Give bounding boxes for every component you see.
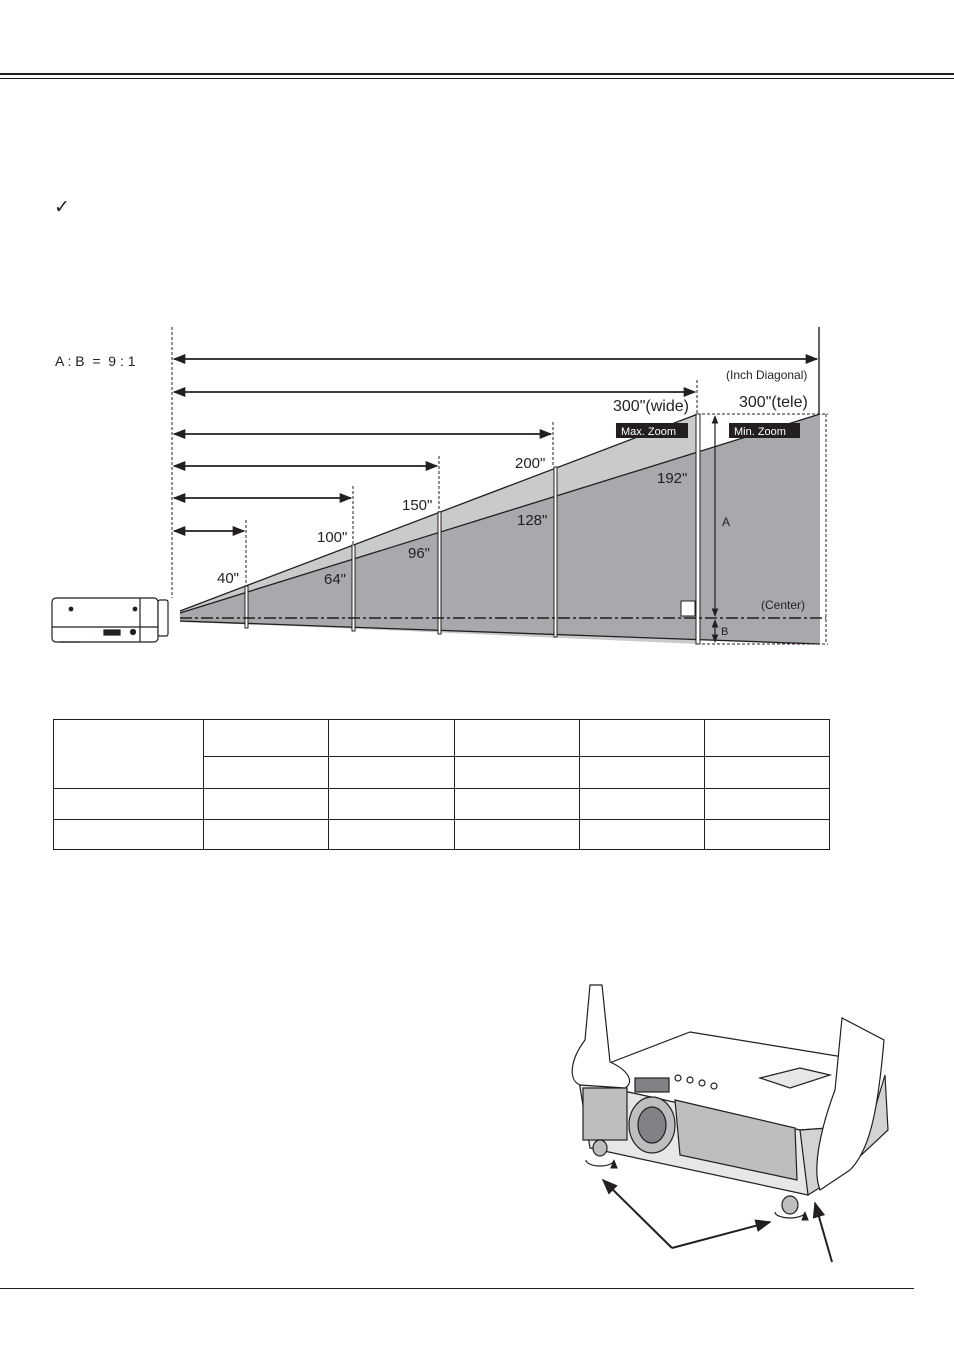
left-hand: [572, 985, 629, 1088]
table-cell: [580, 789, 705, 820]
table-cell: [705, 820, 830, 850]
table-cell: [329, 720, 455, 757]
table-cell: [455, 720, 580, 757]
callout-arrow-feet: [603, 1180, 672, 1248]
min-zoom-label: Min. Zoom: [734, 426, 786, 438]
projector-feet-illustration: [540, 975, 890, 1275]
wide-300-label: 300"(wide): [613, 398, 689, 415]
table-cell: [54, 720, 204, 789]
table-cell: [580, 720, 705, 757]
table-cell: [455, 757, 580, 789]
table-cell: [705, 720, 830, 757]
center-label: (Center): [761, 598, 806, 612]
table-cell: [580, 757, 705, 789]
size-label-200: 200": [515, 455, 546, 472]
table-cell: [204, 789, 329, 820]
table-cell: [54, 820, 204, 850]
size-label-150: 150": [402, 497, 433, 514]
header-rule-thick: [0, 73, 954, 75]
table-cell: [204, 720, 329, 757]
table-cell: [455, 820, 580, 850]
throw-distance-table: [53, 719, 830, 850]
table-row: [54, 820, 830, 850]
adjustable-foot-left: [593, 1140, 607, 1156]
size-label-192: 192": [657, 470, 688, 487]
table-cell: [329, 757, 455, 789]
table-cell: [329, 820, 455, 850]
projection-distance-diagram: [0, 310, 954, 655]
table-cell: [455, 789, 580, 820]
adjustable-foot-right: [782, 1196, 798, 1214]
table-cell: [204, 757, 329, 789]
screen-center-box: [681, 601, 695, 616]
table-cell: [54, 789, 204, 820]
size-label-64: 64": [324, 571, 347, 588]
size-label-96: 96": [408, 545, 431, 562]
table-row: [54, 789, 830, 820]
beam-tele: [180, 414, 820, 644]
size-label-40: 40": [217, 570, 240, 587]
size-label-128: 128": [517, 512, 548, 529]
table-cell: [204, 820, 329, 850]
size-label-100: 100": [317, 529, 348, 546]
check-mark-icon: ✓: [54, 196, 70, 218]
tele-300-label: 300"(tele): [739, 394, 808, 411]
screen-300-wide: [696, 414, 700, 644]
table-cell: [705, 757, 830, 789]
inch-diagonal-label: (Inch Diagonal): [726, 368, 808, 382]
ratio-label: A : B = 9 : 1: [55, 353, 136, 369]
callout-arrow-release: [815, 1203, 832, 1262]
max-zoom-label: Max. Zoom: [621, 426, 677, 438]
projector-side-icon: [52, 598, 168, 642]
table-cell: [329, 789, 455, 820]
header-rule-thin: [0, 78, 954, 79]
table-row: [54, 720, 830, 757]
table-cell: [705, 789, 830, 820]
dimension-b-label: B: [721, 626, 729, 638]
table-cell: [580, 820, 705, 850]
screen-150: [438, 512, 441, 634]
screen-200: [554, 467, 557, 637]
screen-40: [245, 586, 248, 628]
dimension-a-label: A: [722, 515, 731, 529]
footer-rule: [0, 1288, 914, 1289]
